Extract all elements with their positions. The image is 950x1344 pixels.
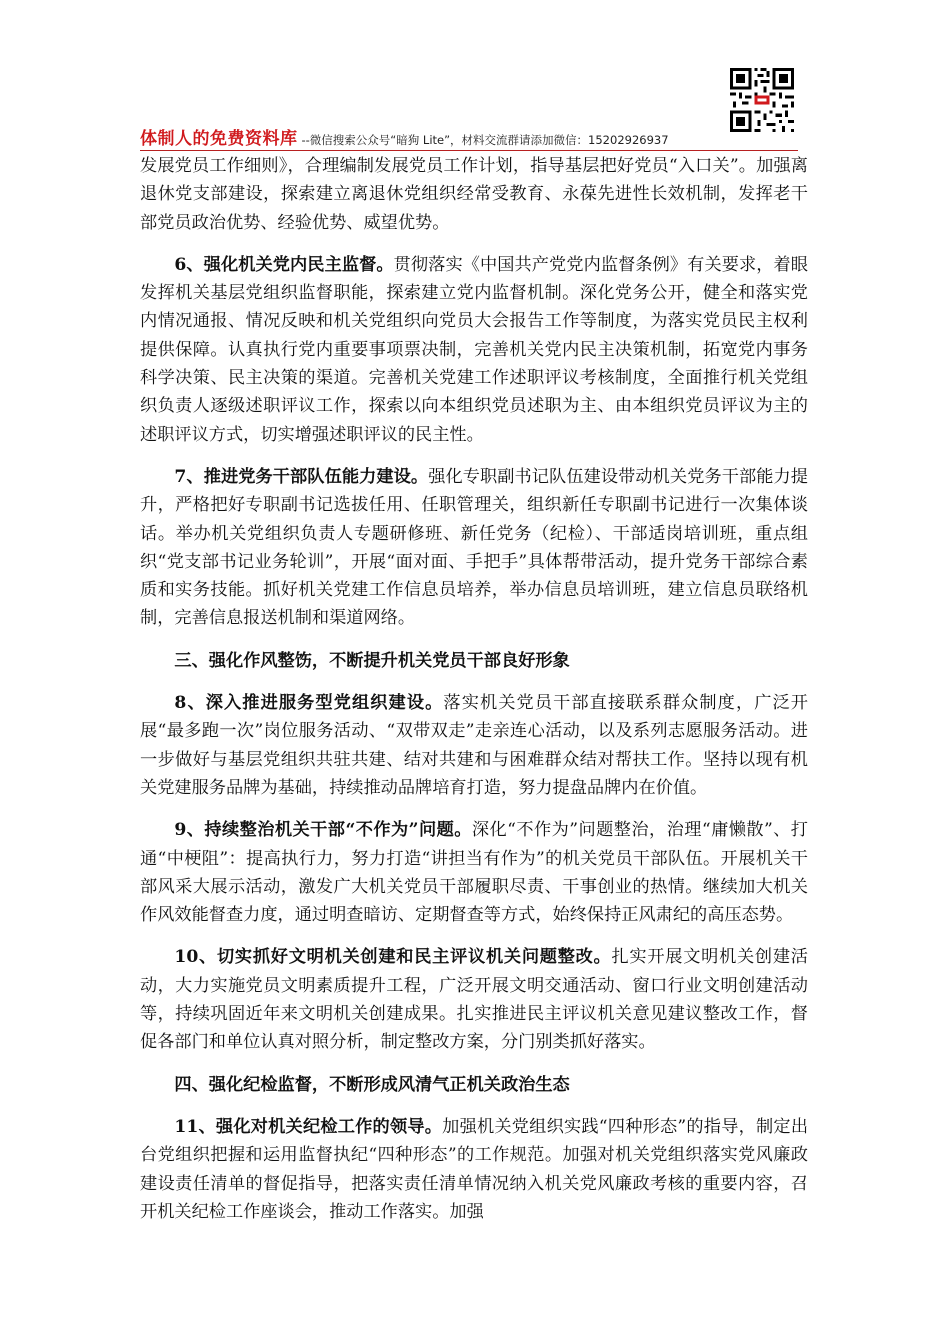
item-10-text: 扎实开展文明机关创建活动，大力实施党员文明素质提升工程，广泛开展文明交通活动、窗口行业文明创建活动等，持续巩固近年来文明机关创建成果。扎实推进民主评议机关意见建议整改工作，督促各部门和单位认真对照分析，制定整改方案，分门别类抓好落实。	[140, 947, 808, 1053]
item-8-text: 落实机关党员干部直接联系群众制度，广泛开展“最多跑一次”岗位服务活动、“双带双走”走亲连心活动，以及系列志愿服务活动。进一步做好与基层党组织共驻共建、结对共建和与困难群众结对帮扶工作。坚持以现有机关党建服务品牌为基础，持续推动品牌培育打造，努力提盘品牌内在价值。	[140, 693, 808, 798]
page-header	[140, 124, 800, 148]
item-11-text: 加强机关党组织实践“四种形态”的指导，制定出台党组织把握和运用监督执纪“四种形态”的工作规范。加强对机关党组织落实党风廉政建设责任清单的督促指导，把落实责任清单情况纳入机关党风廉政考核的重要内容，召开机关纪检工作座谈会，推动工作落实。加强	[140, 1116, 809, 1222]
section-heading-4-text: 四、强化纪检监督，不断形成风清气正机关政治生态	[174, 1074, 570, 1095]
item-9	[140, 816, 808, 929]
item-10-title: 10、切实抓好文明机关创建和民主评议机关问题整改。	[174, 947, 612, 968]
item-6	[140, 251, 808, 449]
section-heading-4	[140, 1071, 808, 1099]
brand-title: 体制人的免费资料库	[140, 129, 298, 149]
item-7-title: 7、推进党务干部队伍能力建设。	[174, 466, 429, 487]
item-7	[140, 463, 808, 633]
item-7-text: 强化专职副书记队伍建设带动机关党务干部能力提升，严格把好专职副书记选拔任用、任职管理关，组织新任专职副书记进行一次集体谈话。举办机关党组织负责人专题研修班、新任党务（纪检）、干部适岗培训班，重点组织“党支部书记业务轮训”，开展“面对面、手把手”具体帮带活动，提升党务干部综合素质和实务技能。抓好机关党建工作信息员培养，举办信息员培训班，建立信息员联络机制，完善信息报送机制和渠道网络。	[140, 466, 808, 629]
item-8-title: 8、深入推进服务型党组织建设。	[174, 693, 444, 714]
qr-code-icon	[730, 68, 794, 132]
item-9-text: 深化“不作为”问题整治，治理“庸懒散”、打通“中梗阻”：提高执行力，努力打造“讲担当有作为”的机关党员干部队伍。开展机关干部风采大展示活动，激发广大机关党员干部履职尽责、干事创业的热情。继续加大机关作风效能督查力度，通过明查暗访、定期督查等方式，始终保持正风肃纪的高压态势。	[140, 820, 808, 926]
paragraph-continuation	[140, 152, 808, 237]
section-heading-3	[140, 647, 808, 675]
header-divider	[140, 150, 798, 151]
item-11	[140, 1113, 808, 1226]
item-10	[140, 943, 808, 1056]
header-note: --微信搜索公众号“暗狗 Lite”，材料交流群请添加微信：15202926937	[301, 133, 669, 147]
paragraph-text: 发展党员工作细则》，合理编制发展党员工作计划，指导基层把好党员“入口关”。加强离退休党支部建设，探索建立离退休党组织经常受教育、永葆先进性长效机制，发挥老干部党员政治优势、经验优势、威望优势。	[140, 156, 808, 233]
item-6-text: 贯彻落实《中国共产党党内监督条例》有关要求，着眼发挥机关基层党组织监督职能，探索建立党内监督机制。深化党务公开，健全和落实党内情况通报、情况反映和机关党组织向党员大会报告工作等制度，为落实党员民主权利提供保障。认真执行党内重要事项票决制，完善机关党内民主决策机制，拓宽党内事务科学决策、民主决策的渠道。完善机关党建工作述职评议考核制度，全面推行机关党组织负责人逐级述职评议工作，探索以向本组织党员述职为主、由本组织党员评议为主的述职评议方式，切实增强述职评议的民主性。	[140, 254, 808, 445]
item-8	[140, 689, 808, 802]
section-heading-3-text: 三、强化作风整饬，不断提升机关党员干部良好形象	[174, 650, 570, 671]
item-6-title: 6、强化机关党内民主监督。	[174, 254, 394, 275]
item-9-title: 9、持续整治机关干部“不作为”问题。	[174, 820, 472, 841]
document-body	[140, 152, 808, 1226]
item-11-title: 11、强化对机关纪检工作的领导。	[174, 1116, 443, 1137]
